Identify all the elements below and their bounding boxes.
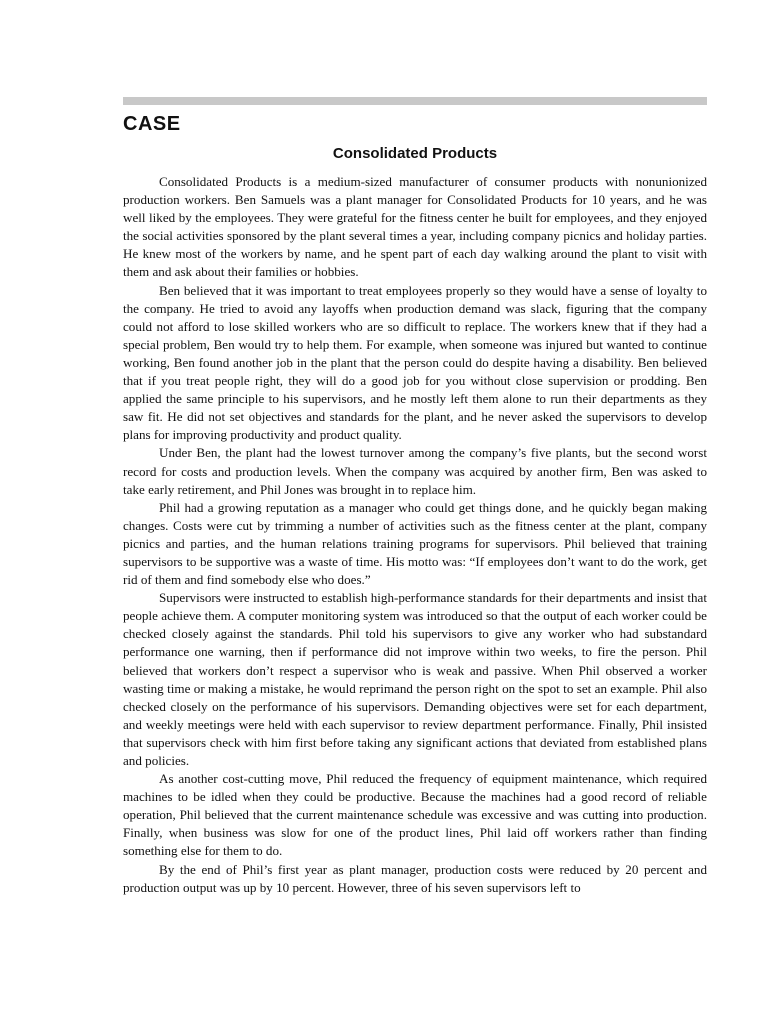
section-label: CASE [123,113,181,135]
paragraph: Phil had a growing reputation as a manager who could get things done, and he quickly began making changes. Costs were cut by trimming a number of activities such as the fitness center at the plant, company picnics and parties, and the human relations training programs for supervisors. Phil believed that training supervisors to be supportive was a waste of time. His motto was: “If employees don’t want to do the work, get rid of them and find somebody else who does.” [123,499,707,588]
paragraph: Consolidated Products is a medium-sized manufacturer of consumer products with nonunionized production workers. Ben Samuels was a plant manager for Consolidated Products for 10 years, and he was well liked by the employees. They were grateful for the fitness center he built for employees, and they enjoyed the social activities sponsored by the plant several times a year, including company picnics and holiday parties. He knew most of the workers by name, and he spent part of each day walking around the plant to visit with them and ask about their families or hobbies. [123,174,707,280]
case-body [123,173,707,897]
paragraph: Ben believed that it was important to treat employees properly so they would have a sense of loyalty to the company. He tried to avoid any layoffs when production demand was slack, figuring that the company could not afford to lose skilled workers who are so difficult to replace. The workers knew that if they had a special problem, Ben would try to help them. For example, when someone was injured but wanted to continue working, Ben found another job in the plant that the person could do despite having a disability. Ben believed that if you treat people right, they will do a good job for you without close supervision or prodding. Ben applied the same principle to his supervisors, and he mostly left them alone to run their departments as they saw fit. He did not set objectives and standards for the plant, and he never asked the supervisors to develop plans for improving productivity and product quality. [123,282,707,443]
header-rule [123,97,707,105]
paragraph: Supervisors were instructed to establish high-performance standards for their departments and insist that people achieve them. A computer monitoring system was introduced so that the output of each worker could be checked closely against the standards. Phil told his supervisors to give any worker who had substandard performance one warning, then if performance did not improve within two weeks, to fire the person. Phil believed that workers don’t respect a supervisor who is weak and passive. When Phil observed a worker wasting time or making a mistake, he would reprimand the person right on the spot to set an example. Phil also checked closely on the performance of his supervisors. Demanding objectives were set for each department, and weekly meetings were held with each supervisor to review department performance. Finally, Phil insisted that supervisors check with him first before taking any significant actions that deviated from established plans and policies. [123,590,707,768]
paragraph: By the end of Phil’s first year as plant manager, production costs were reduced by 20 percent and production output was up by 10 percent. However, three of his seven supervisors left to [123,861,707,895]
case-title: Consolidated Products [332,145,498,162]
paragraph: Under Ben, the plant had the lowest turnover among the company’s five plants, but the second worst record for costs and production levels. When the company was acquired by another firm, Ben was asked to take early retirement, and Phil Jones was brought in to replace him. [123,445,707,497]
paragraph: As another cost-cutting move, Phil reduced the frequency of equipment maintenance, which required machines to be idled when they could be productive. Because the machines had a good record of reliable operation, Phil believed that the current maintenance schedule was excessive and was cutting into production. Finally, when business was slow for one of the product lines, Phil laid off workers rather than finding something else for them to do. [123,771,707,859]
